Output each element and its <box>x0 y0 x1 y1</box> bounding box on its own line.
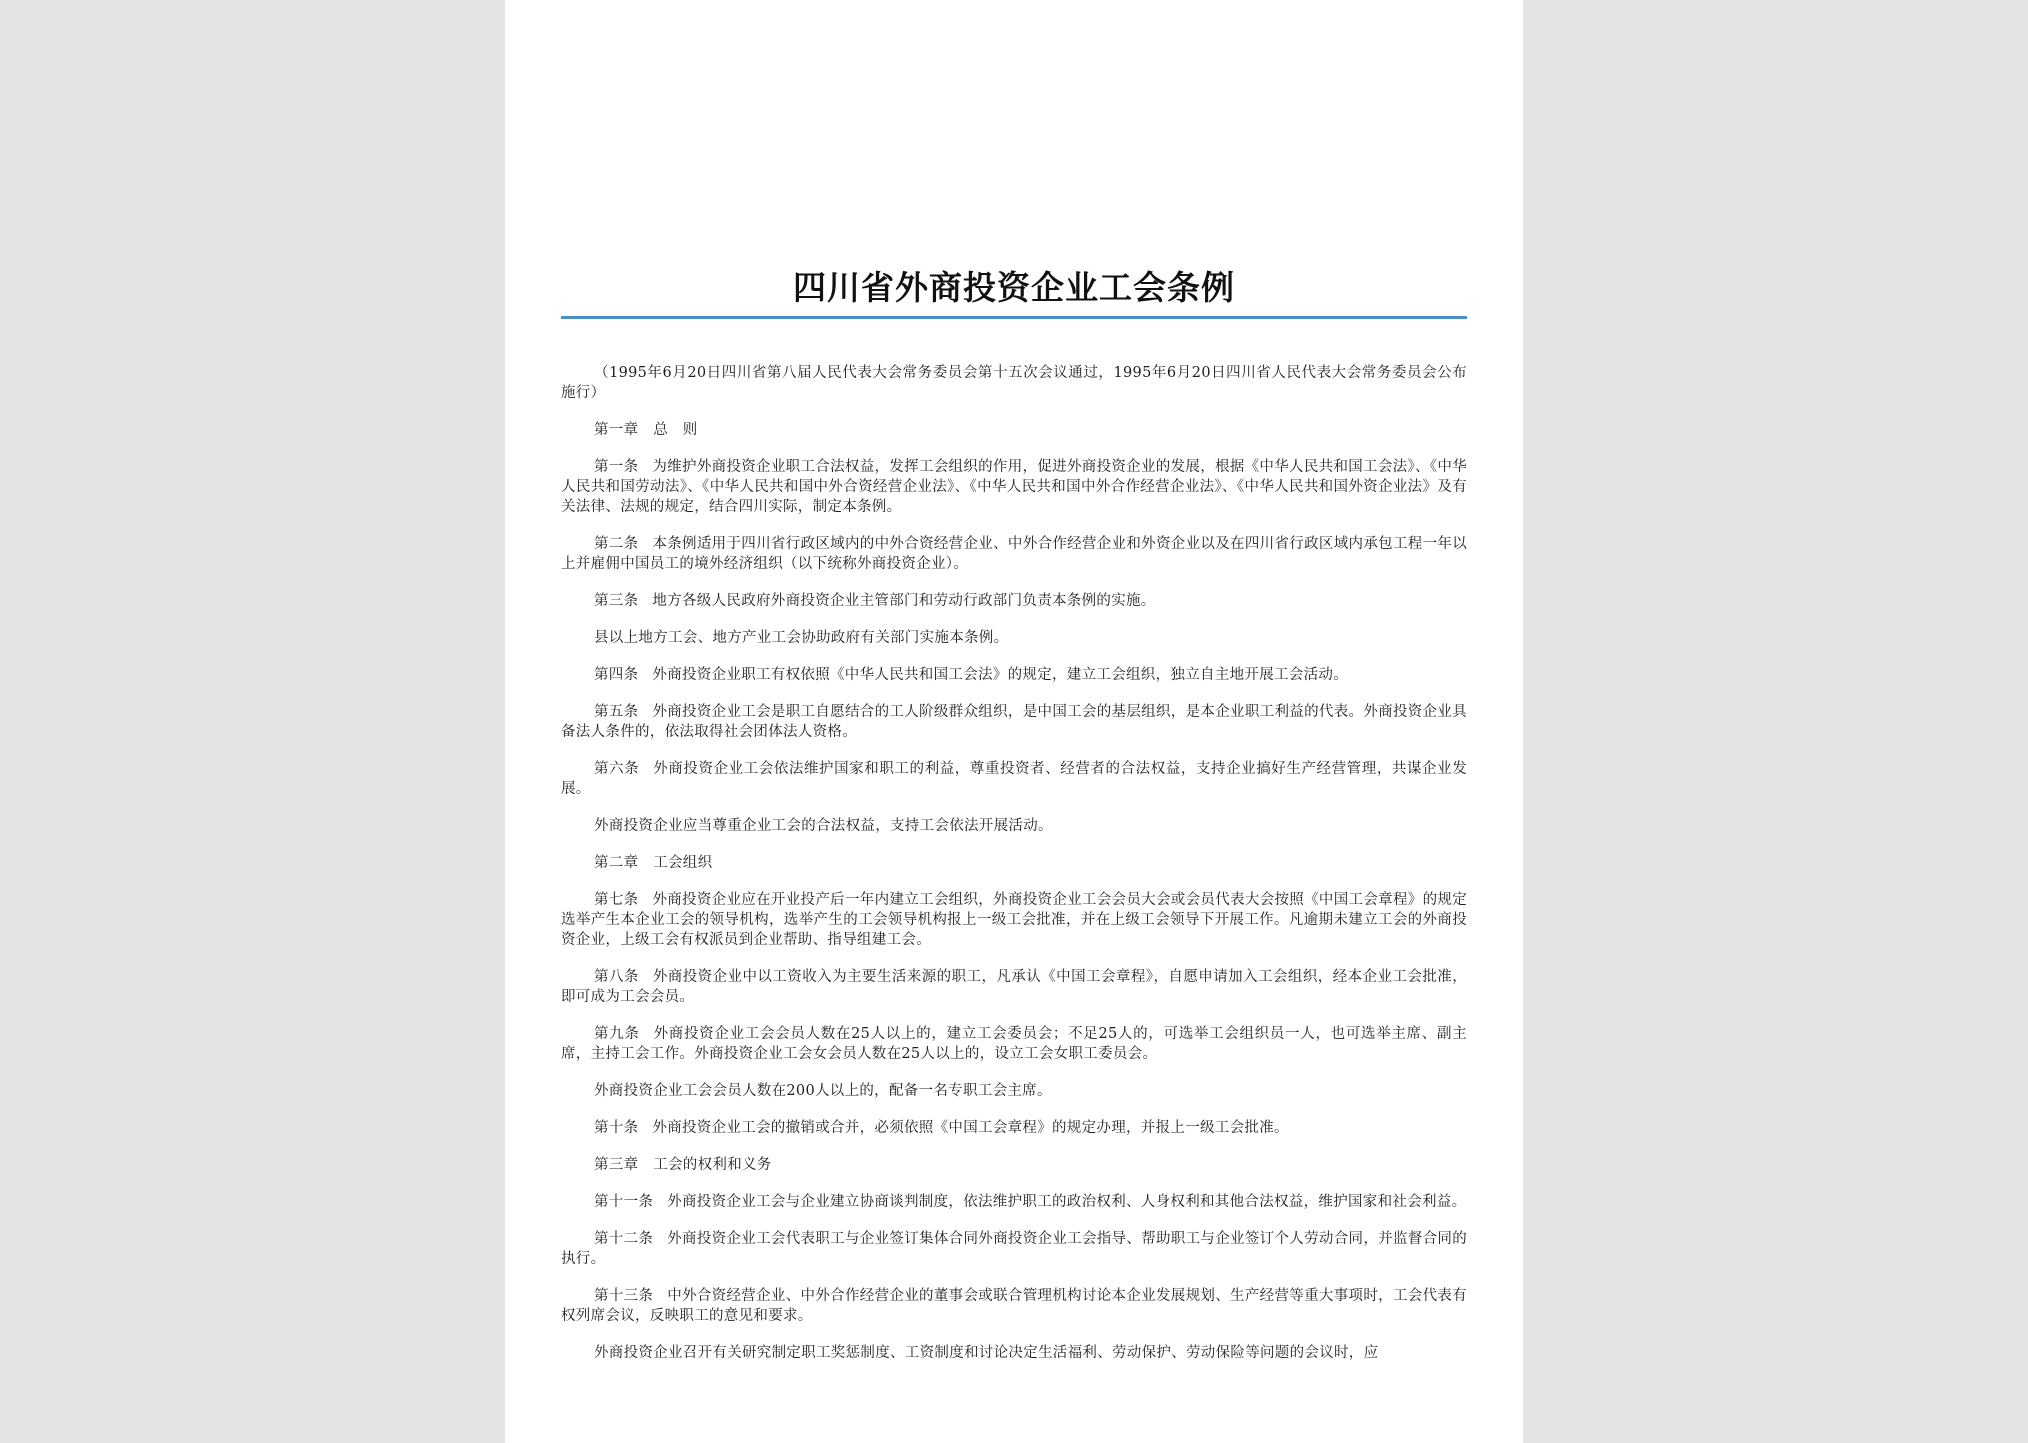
article-paragraph <box>561 1024 1467 1064</box>
chapter-heading: 第二章 工会组织 <box>594 855 713 871</box>
article-paragraph <box>561 967 1467 1007</box>
article-number: 第五条 <box>594 704 639 720</box>
title-divider <box>561 316 1467 319</box>
article-paragraph: 县以上地方工会、地方产业工会协助政府有关部门实施本条例。 <box>594 630 1009 646</box>
article-number: 第一条 <box>594 459 639 475</box>
article-text: 外商投资企业中以工资收入为主要生活来源的职工，凡承认《中国工会章程》，自愿申请加入工会组织，经本企业工会批准，即可成为工会会员。 <box>561 969 1467 1005</box>
chapter-heading: 第三章 工会的权利和义务 <box>594 1157 772 1173</box>
article-paragraph <box>561 1286 1467 1326</box>
chapter-heading: 第一章 总 则 <box>594 422 698 438</box>
document-body <box>561 363 1467 1380</box>
article-text: 外商投资企业工会依法维护国家和职工的利益，尊重投资者、经营者的合法权益，支持企业搞好生产经营管理，共谋企业发展。 <box>561 761 1467 797</box>
article-text: 为维护外商投资企业职工合法权益，发挥工会组织的作用，促进外商投资企业的发展，根据《中华人民共和国工会法》、《中华人民共和国劳动法》、《中华人民共和国中外合资经营企业法》、《中华人民共和国中外合作经营企业法》、《中华人民共和国外资企业法》及有关法律、法规的规定，结合四川实际，制定本条例。 <box>561 459 1467 515</box>
article-text: 地方各级人民政府外商投资企业主管部门和劳动行政部门负责本条例的实施。 <box>652 593 1156 609</box>
article-text: 外商投资企业工会的撤销或合并，必须依照《中国工会章程》的规定办理，并报上一级工会批准。 <box>652 1120 1289 1136</box>
article-number: 第九条 <box>594 1026 640 1042</box>
article-text: 外商投资企业工会会员人数在25人以上的，建立工会委员会；不足25人的，可选举工会组织员一人，也可选举主席、副主席，主持工会工作。外商投资企业工会女会员人数在25人以上的，设立工会女职工委员会。 <box>561 1026 1467 1062</box>
article-paragraph: 外商投资企业召开有关研究制定职工奖惩制度、工资制度和讨论决定生活福利、劳动保护、劳动保险等问题的会议时，应 <box>594 1345 1379 1361</box>
article-number: 第四条 <box>594 667 639 683</box>
article-paragraph <box>561 702 1467 742</box>
article-text: 外商投资企业职工有权依照《中华人民共和国工会法》的规定，建立工会组织，独立自主地开展工会活动。 <box>652 667 1349 683</box>
article-paragraph <box>561 1192 1467 1212</box>
article-paragraph <box>561 1229 1467 1269</box>
article-number: 第二条 <box>594 536 639 552</box>
article-paragraph <box>561 759 1467 799</box>
article-text: 外商投资企业应在开业投产后一年内建立工会组织，外商投资企业工会会员大会或会员代表大会按照《中国工会章程》的规定选举产生本企业工会的领导机构，选举产生的工会领导机构报上一级工会批准，并在上级工会领导下开展工作。凡逾期未建立工会的外商投资企业，上级工会有权派员到企业帮助、指导组建工会。 <box>561 892 1467 948</box>
article-number: 第十二条 <box>594 1231 654 1247</box>
article-text: 本条例适用于四川省行政区域内的中外合资经营企业、中外合作经营企业和外资企业以及在四川省行政区域内承包工程一年以上并雇佣中国员工的境外经济组织（以下统称外商投资企业）。 <box>561 536 1467 572</box>
article-paragraph: 外商投资企业工会会员人数在200人以上的，配备一名专职工会主席。 <box>594 1083 1052 1099</box>
article-text: 中外合资经营企业、中外合作经营企业的董事会或联合管理机构讨论本企业发展规划、生产经营等重大事项时，工会代表有权列席会议，反映职工的意见和要求。 <box>561 1288 1467 1324</box>
article-paragraph <box>561 890 1467 950</box>
article-paragraph <box>561 1118 1467 1138</box>
article-text: 外商投资企业工会是职工自愿结合的工人阶级群众组织，是中国工会的基层组织，是本企业职工利益的代表。外商投资企业具备法人条件的，依法取得社会团体法人资格。 <box>561 704 1467 740</box>
article-number: 第十三条 <box>594 1288 654 1304</box>
article-paragraph <box>561 457 1467 517</box>
article-number: 第七条 <box>594 892 639 908</box>
article-number: 第三条 <box>594 593 639 609</box>
article-paragraph: 外商投资企业应当尊重企业工会的合法权益，支持工会依法开展活动。 <box>594 818 1053 834</box>
article-paragraph <box>561 665 1467 685</box>
document-page <box>505 0 1523 1443</box>
article-text: 外商投资企业工会与企业建立协商谈判制度，依法维护职工的政治权利、人身权利和其他合法权益，维护国家和社会利益。 <box>667 1194 1467 1210</box>
preamble: （1995年6月20日四川省第八届人民代表大会常务委员会第十五次会议通过，1995年6月20日四川省人民代表大会常务委员会公布施行） <box>561 365 1467 401</box>
article-text: 外商投资企业工会代表职工与企业签订集体合同外商投资企业工会指导、帮助职工与企业签订个人劳动合同，并监督合同的执行。 <box>561 1231 1467 1267</box>
article-number: 第十一条 <box>594 1194 654 1210</box>
article-number: 第六条 <box>594 761 640 777</box>
document-title: 四川省外商投资企业工会条例 <box>793 268 1235 307</box>
article-number: 第八条 <box>594 969 639 985</box>
article-number: 第十条 <box>594 1120 639 1136</box>
article-paragraph <box>561 534 1467 574</box>
article-paragraph <box>561 591 1467 611</box>
